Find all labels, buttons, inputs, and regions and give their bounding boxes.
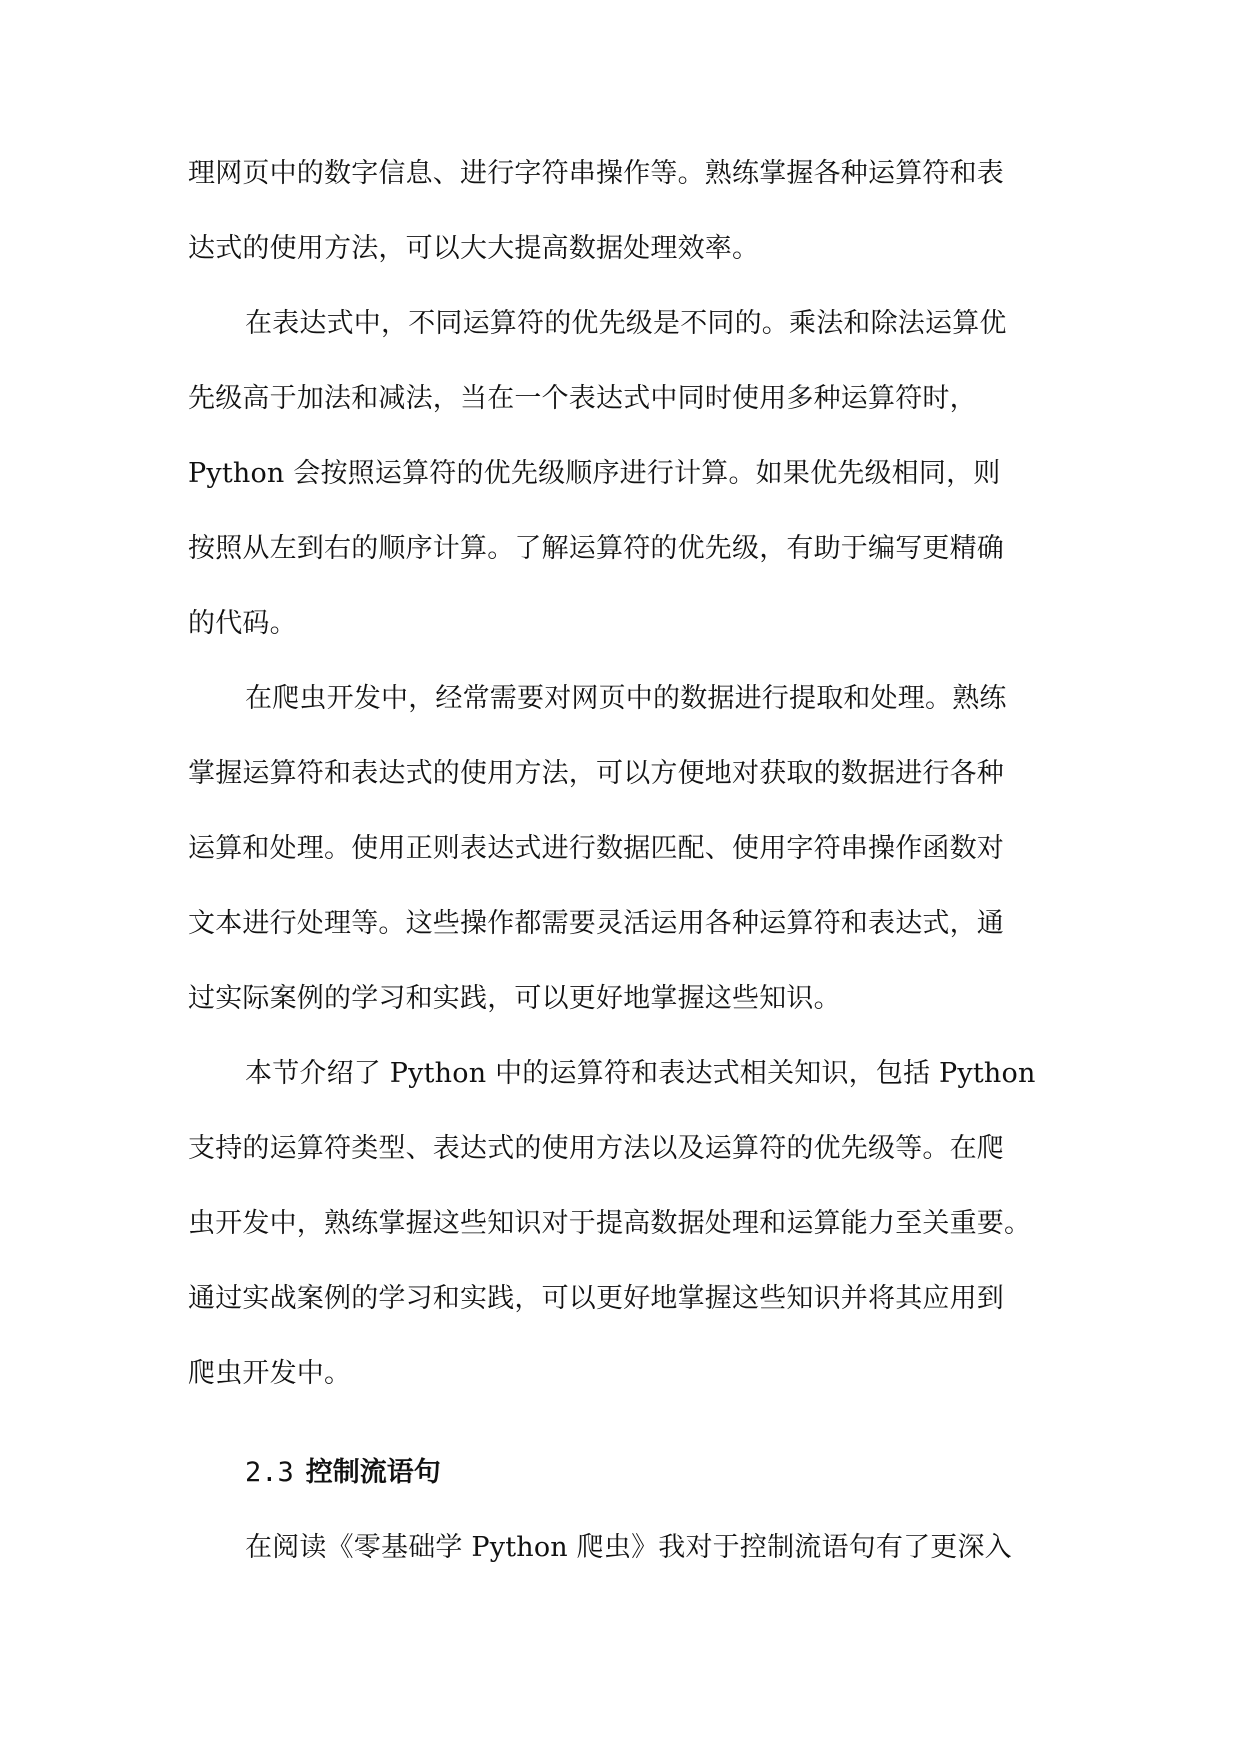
paragraph-line: 文本进行处理等。这些操作都需要灵活运用各种运算符和表达式，通 xyxy=(188,908,1004,939)
paragraph-line: 的代码。 xyxy=(188,608,297,639)
paragraph-line: 通过实战案例的学习和实践，可以更好地掌握这些知识并将其应用到 xyxy=(188,1283,1004,1314)
paragraph-1 xyxy=(188,136,1056,286)
paragraph-line: 理网页中的数字信息、进行字符串操作等。熟练掌握各种运算符和表 xyxy=(188,158,1004,189)
paragraph-2 xyxy=(188,286,1056,661)
paragraph-5 xyxy=(188,1510,1056,1585)
paragraph-line: 爬虫开发中。 xyxy=(188,1358,352,1389)
paragraph-line: 先级高于加法和减法，当在一个表达式中同时使用多种运算符时， xyxy=(188,383,977,414)
paragraph-line: Python 会按照运算符的优先级顺序进行计算。如果优先级相同，则 xyxy=(188,458,1001,489)
section-title: 控制流语句 xyxy=(305,1457,441,1488)
page-content xyxy=(188,136,1056,1585)
paragraph-line: 虫开发中，熟练掌握这些知识对于提高数据处理和运算能力至关重要。 xyxy=(188,1208,1032,1239)
paragraph-line: 运算和处理。使用正则表达式进行数据匹配、使用字符串操作函数对 xyxy=(188,833,1004,864)
paragraph-line: 在阅读《零基础学 Python 爬虫》我对于控制流语句有了更深入 xyxy=(245,1532,1012,1563)
paragraph-line: 支持的运算符类型、表达式的使用方法以及运算符的优先级等。在爬 xyxy=(188,1133,1004,1164)
section-number: 2.3 xyxy=(245,1457,294,1488)
paragraph-line: 过实际案例的学习和实践，可以更好地掌握这些知识。 xyxy=(188,983,841,1014)
paragraph-4 xyxy=(188,1036,1056,1411)
paragraph-line: 本节介绍了 Python 中的运算符和表达式相关知识，包括 Python xyxy=(245,1058,1036,1089)
section-heading xyxy=(188,1435,1056,1510)
paragraph-line: 按照从左到右的顺序计算。了解运算符的优先级，有助于编写更精确 xyxy=(188,533,1004,564)
paragraph-line: 达式的使用方法，可以大大提高数据处理效率。 xyxy=(188,233,760,264)
paragraph-line: 在爬虫开发中，经常需要对网页中的数据进行提取和处理。熟练 xyxy=(245,683,1007,714)
paragraph-3 xyxy=(188,661,1056,1036)
paragraph-line: 掌握运算符和表达式的使用方法，可以方便地对获取的数据进行各种 xyxy=(188,758,1004,789)
paragraph-line: 在表达式中，不同运算符的优先级是不同的。乘法和除法运算优 xyxy=(245,308,1007,339)
